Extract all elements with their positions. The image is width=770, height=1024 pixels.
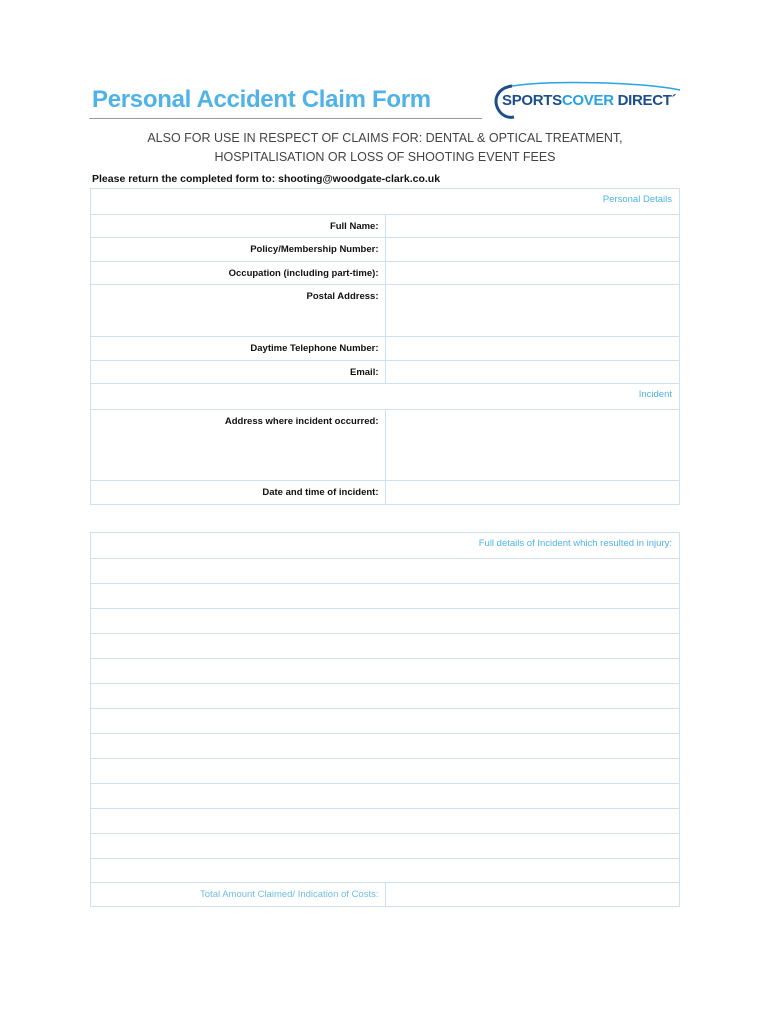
incident-details-table — [90, 532, 680, 907]
title-divider — [89, 118, 482, 119]
details-line[interactable] — [91, 784, 680, 809]
full-name-field[interactable] — [385, 215, 680, 238]
details-line[interactable] — [91, 659, 680, 684]
details-line[interactable] — [91, 584, 680, 609]
label-email: Email: — [91, 361, 386, 384]
section-incident: Incident — [91, 384, 680, 410]
details-line[interactable] — [91, 834, 680, 859]
label-postal-address: Postal Address: — [91, 285, 386, 337]
details-line[interactable] — [91, 734, 680, 759]
logo-text-sports: SPORTS — [502, 92, 562, 109]
details-line[interactable] — [91, 609, 680, 634]
label-incident-datetime: Date and time of incident: — [91, 481, 386, 505]
label-total-amount: Total Amount Claimed/ Indication of Costs: — [91, 883, 386, 907]
label-full-name: Full Name: — [91, 215, 386, 238]
subtitle-line-1: ALSO FOR USE IN RESPECT OF CLAIMS FOR: DENTAL & OPTICAL TREATMENT, — [147, 131, 623, 145]
details-line[interactable] — [91, 759, 680, 784]
subtitle-line-2: HOSPITALISATION OR LOSS OF SHOOTING EVENT FEES — [214, 150, 556, 164]
label-policy-number: Policy/Membership Number: — [91, 238, 386, 262]
logo-text-cover: COVER — [561, 92, 614, 109]
sportscover-logo — [490, 80, 690, 122]
details-line[interactable] — [91, 634, 680, 659]
details-line[interactable] — [91, 859, 680, 883]
email-field[interactable] — [385, 361, 680, 384]
label-daytime-telephone: Daytime Telephone Number: — [91, 337, 386, 361]
details-line[interactable] — [91, 559, 680, 584]
details-line[interactable] — [91, 709, 680, 734]
label-occupation: Occupation (including part-time): — [91, 262, 386, 285]
personal-details-table — [90, 188, 680, 505]
total-amount-field[interactable] — [385, 883, 680, 907]
details-line[interactable] — [91, 684, 680, 709]
section-full-details: Full details of Incident which resulted in injury: — [91, 533, 680, 559]
section-personal-details: Personal Details — [91, 189, 680, 215]
return-instructions: Please return the completed form to: shooting@woodgate-clark.co.uk — [92, 173, 441, 185]
label-incident-address: Address where incident occurred: — [91, 410, 386, 481]
details-line[interactable] — [91, 809, 680, 834]
postal-address-field[interactable] — [385, 285, 680, 337]
page-title: Personal Accident Claim Form — [92, 86, 431, 113]
occupation-field[interactable] — [385, 262, 680, 285]
logo-trademark-mark: ´ — [671, 92, 677, 109]
telephone-field[interactable] — [385, 337, 680, 361]
logo-text — [502, 92, 676, 109]
incident-datetime-field[interactable] — [385, 481, 680, 505]
subtitle — [90, 129, 680, 167]
incident-address-field[interactable] — [385, 410, 680, 481]
policy-number-field[interactable] — [385, 238, 680, 262]
logo-text-direct: DIRECT — [613, 92, 672, 109]
